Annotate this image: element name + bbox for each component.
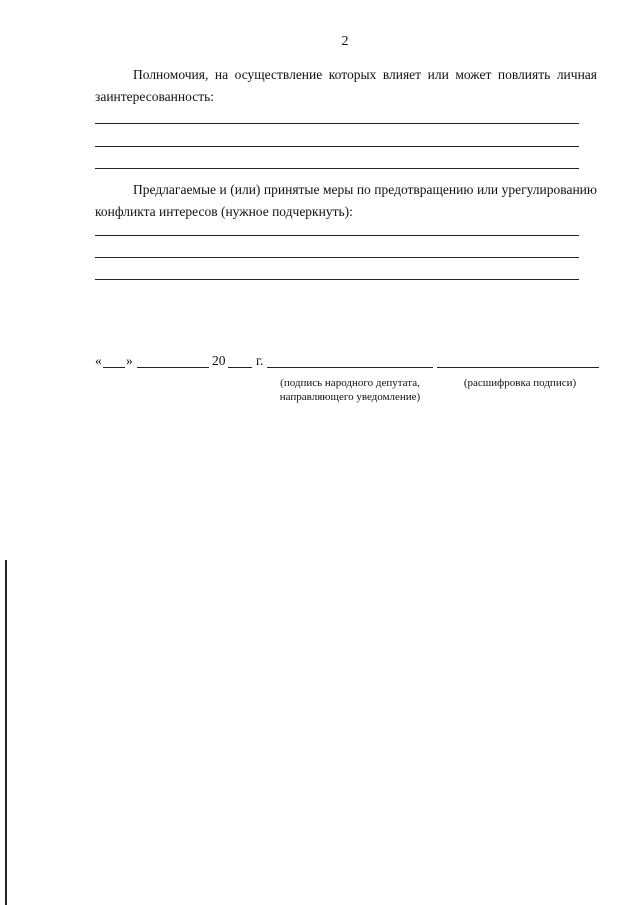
year-blank[interactable] <box>228 367 252 368</box>
authority-blank-line-2[interactable] <box>95 146 579 147</box>
measures-blank-line-2[interactable] <box>95 257 579 258</box>
measures-paragraph-line1: Предлагаемые и (или) принятые меры по предотвращению или урегулированию <box>133 182 597 197</box>
measures-paragraph <box>95 179 597 223</box>
scan-edge-line <box>5 560 7 905</box>
authority-paragraph-line2: заинтересованность: <box>95 89 215 104</box>
year-prefix: 20 <box>212 353 226 368</box>
authority-paragraph-line1: Полномочия, на осуществление которых влияет или может повлиять личная <box>133 67 597 82</box>
day-blank[interactable] <box>103 367 125 368</box>
signature-blank[interactable] <box>267 367 433 368</box>
date-close-quote: » <box>126 353 133 368</box>
month-blank[interactable] <box>137 367 209 368</box>
signature-decoding-blank[interactable] <box>437 367 599 368</box>
authority-blank-line-1[interactable] <box>95 123 579 124</box>
authority-paragraph <box>95 64 597 108</box>
signature-caption: (подпись народного депутата, направляющего уведомление) <box>279 377 421 403</box>
signature-decoding-caption: (расшифровка подписи) <box>463 377 577 389</box>
measures-blank-line-3[interactable] <box>95 279 579 280</box>
page-number: 2 <box>341 34 349 49</box>
measures-paragraph-line2: конфликта интересов (нужное подчеркнуть): <box>95 204 353 219</box>
authority-blank-line-3[interactable] <box>95 168 579 169</box>
date-signature-line <box>95 353 605 373</box>
year-suffix: г. <box>256 353 264 368</box>
measures-blank-line-1[interactable] <box>95 235 579 236</box>
date-open-quote: « <box>95 353 102 368</box>
